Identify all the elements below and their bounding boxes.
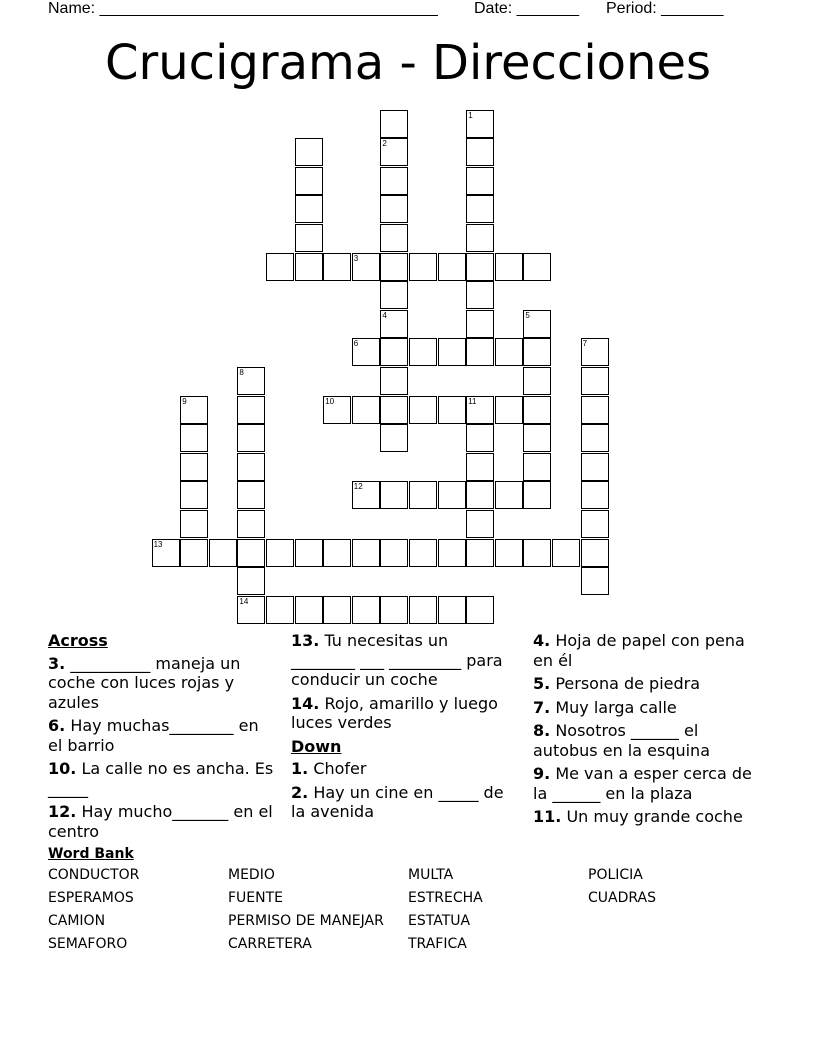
crossword-cell[interactable] [466,253,494,281]
crossword-cell[interactable] [495,396,523,424]
crossword-cell[interactable] [180,396,208,424]
crossword-cell[interactable] [581,367,609,395]
word-bank-item: MEDIO [228,867,275,883]
crossword-cell[interactable] [466,310,494,338]
crossword-cell[interactable] [438,481,466,509]
word-bank-item: CONDUCTOR [48,867,140,883]
crossword-cell[interactable] [552,539,580,567]
crossword-cell[interactable] [581,567,609,595]
crossword-cell[interactable] [380,253,408,281]
crossword-cell[interactable] [237,453,265,481]
crossword-cell[interactable] [466,281,494,309]
crossword-cell[interactable] [237,367,265,395]
clue-down-8: 8. Nosotros ______ el autobus en la esquina [533,721,710,760]
clue-across-12: 12. Hay mucho_______ en el centro [48,802,273,841]
crossword-cell[interactable] [380,281,408,309]
crossword-cell[interactable] [438,539,466,567]
word-bank-item: ESPERAMOS [48,890,134,906]
clue-down-5: 5. Persona de piedra [533,674,701,693]
clue-across-10: 10. La calle no es ancha. Es _____ [48,759,274,798]
crossword-cell[interactable] [266,596,294,624]
crossword-cell[interactable] [295,138,323,166]
clue-down-1: 1. Chofer [291,759,367,778]
crossword-cell[interactable] [523,539,551,567]
crossword-cell[interactable] [180,424,208,452]
crossword-cell[interactable] [466,396,494,424]
clue-number: 5 [525,310,530,320]
crossword-cell[interactable] [523,453,551,481]
crossword-cell[interactable] [466,424,494,452]
crossword-cell[interactable] [523,424,551,452]
clue-number: 8 [239,367,244,377]
clue-across-3: 3. __________ maneja un coche con luces rojas y azules [48,653,241,712]
crossword-cell[interactable] [152,539,180,567]
crossword-cell[interactable] [466,138,494,166]
crossword-cell[interactable] [352,396,380,424]
crossword-cell[interactable] [380,224,408,252]
crossword-cell[interactable] [266,253,294,281]
crossword-cell[interactable] [380,367,408,395]
crossword-cell[interactable] [380,481,408,509]
crossword-cell[interactable] [466,224,494,252]
crossword-cell[interactable] [495,481,523,509]
crossword-cell[interactable] [523,396,551,424]
crossword-cell[interactable] [295,539,323,567]
crossword-cell[interactable] [380,424,408,452]
crossword-cell[interactable] [352,253,380,281]
crossword-cell[interactable] [295,253,323,281]
crossword-cell[interactable] [581,539,609,567]
crossword-cell[interactable] [237,567,265,595]
word-bank [48,845,768,957]
crossword-cell[interactable] [495,253,523,281]
crossword-cell[interactable] [237,510,265,538]
clue-across-6: 6. Hay muchas________ en el barrio [48,716,259,755]
crossword-cell[interactable] [466,110,494,138]
date-field[interactable]: Date: _______ [474,0,579,17]
clue-down-9: 9. Me van a esper cerca de la ______ en la plaza [533,764,752,803]
crossword-cell[interactable] [466,481,494,509]
crossword-cell[interactable] [466,338,494,366]
crossword-cell[interactable] [323,253,351,281]
crossword-cell[interactable] [409,539,437,567]
crossword-cell[interactable] [209,539,237,567]
crossword-cell[interactable] [523,310,551,338]
word-bank-item: FUENTE [228,890,284,906]
crossword-cell[interactable] [581,481,609,509]
crossword-cell[interactable] [466,539,494,567]
crossword-cell[interactable] [380,110,408,138]
crossword-cell[interactable] [237,596,265,624]
clues-column-3 [533,631,759,831]
crossword-cell[interactable] [409,481,437,509]
crossword-cell[interactable] [380,539,408,567]
crossword-cell[interactable] [523,367,551,395]
clue-number: 1 [468,110,473,120]
crossword-cell[interactable] [581,338,609,366]
word-bank-item: POLICIA [588,867,643,883]
crossword-cell[interactable] [380,396,408,424]
crossword-cell[interactable] [438,596,466,624]
clues-column-2 [291,631,517,826]
crossword-cell[interactable] [495,338,523,366]
crossword-cell[interactable] [295,224,323,252]
clue-down-4: 4. Hoja de papel con pena en él [533,631,745,670]
crossword-cell[interactable] [323,596,351,624]
crossword-cell[interactable] [180,539,208,567]
word-bank-item: MULTA [408,867,454,883]
crossword-cell[interactable] [266,539,294,567]
period-field[interactable]: Period: _______ [606,0,724,17]
crossword-cell[interactable] [380,138,408,166]
name-field[interactable]: Name: ______________________________________ [48,0,438,17]
crossword-cell[interactable] [438,338,466,366]
word-bank-item: SEMAFORO [48,936,128,952]
word-bank-list [48,865,768,957]
crossword-cell[interactable] [581,396,609,424]
clue-number: 6 [353,339,359,349]
clue-number: 10 [325,396,335,406]
down-heading: Down [291,736,342,756]
word-bank-item: ESTRECHA [408,890,483,906]
crossword-cell[interactable] [438,253,466,281]
crossword-cell[interactable] [438,396,466,424]
crossword-cell[interactable] [180,453,208,481]
crossword-cell[interactable] [466,195,494,223]
crossword-cell[interactable] [352,481,380,509]
crossword-cell[interactable] [523,338,551,366]
page-title: Crucigrama - Direcciones [105,35,711,91]
clue-number: 14 [239,596,249,606]
crossword-cell[interactable] [323,396,351,424]
clue-number: 12 [353,482,363,492]
crossword-cell[interactable] [380,195,408,223]
crossword-cell[interactable] [180,510,208,538]
crossword-cell[interactable] [295,167,323,195]
crossword-cell[interactable] [523,253,551,281]
crossword-cell[interactable] [180,481,208,509]
crossword-cell[interactable] [352,596,380,624]
crossword-cell[interactable] [237,396,265,424]
clue-number: 11 [468,396,477,406]
word-bank-item: CUADRAS [588,890,657,906]
crossword-cell[interactable] [466,596,494,624]
crossword-cell[interactable] [466,453,494,481]
crossword-cell[interactable] [581,510,609,538]
crossword-cell[interactable] [237,539,265,567]
word-bank-item: TRAFICA [408,936,467,952]
crossword-cell[interactable] [495,539,523,567]
crossword-cell[interactable] [581,424,609,452]
crossword-cell[interactable] [466,167,494,195]
crossword-cell[interactable] [295,596,323,624]
crossword-cell[interactable] [237,424,265,452]
crossword-cell[interactable] [380,167,408,195]
word-bank-item: CAMION [48,913,106,929]
crossword-cell[interactable] [581,453,609,481]
clues-column-1 [48,631,274,845]
clue-down-2: 2. Hay un cine en _____ de la avenida [291,782,504,821]
clue-down-7: 7. Muy larga calle [533,697,677,717]
clue-across-14: 14. Rojo, amarillo y luego luces verdes [291,693,498,732]
crossword-cell[interactable] [352,338,380,366]
across-heading: Across [48,631,108,650]
clue-number: 9 [182,396,187,406]
clue-down-11: 11. Un muy grande coche [533,807,743,826]
crossword-cell[interactable] [380,596,408,624]
clue-number: 4 [382,310,387,320]
clue-number: 2 [382,139,387,149]
crossword-cell[interactable] [380,338,408,366]
crossword-cell[interactable] [352,539,380,567]
clue-number: 3 [353,253,359,263]
clue-number: 7 [582,339,588,349]
crossword-cell[interactable] [466,510,494,538]
crossword-cell[interactable] [409,338,437,366]
word-bank-item: ESTATUA [408,913,471,929]
crossword-cell[interactable] [523,481,551,509]
crossword-cell[interactable] [323,539,351,567]
crossword-cell[interactable] [409,396,437,424]
clue-across-13: 13. Tu necesitas un ________ ___ _________ para conducir un coche [291,631,503,689]
word-bank-item: CARRETERA [228,936,312,952]
crossword-cell[interactable] [295,195,323,223]
crossword-cell[interactable] [380,310,408,338]
crossword-cell[interactable] [237,481,265,509]
crossword-cell[interactable] [409,596,437,624]
crossword-cell[interactable] [409,253,437,281]
word-bank-item: PERMISO DE MANEJAR [228,913,384,929]
clue-number: 13 [153,539,163,549]
word-bank-title: Word Bank [48,846,134,862]
